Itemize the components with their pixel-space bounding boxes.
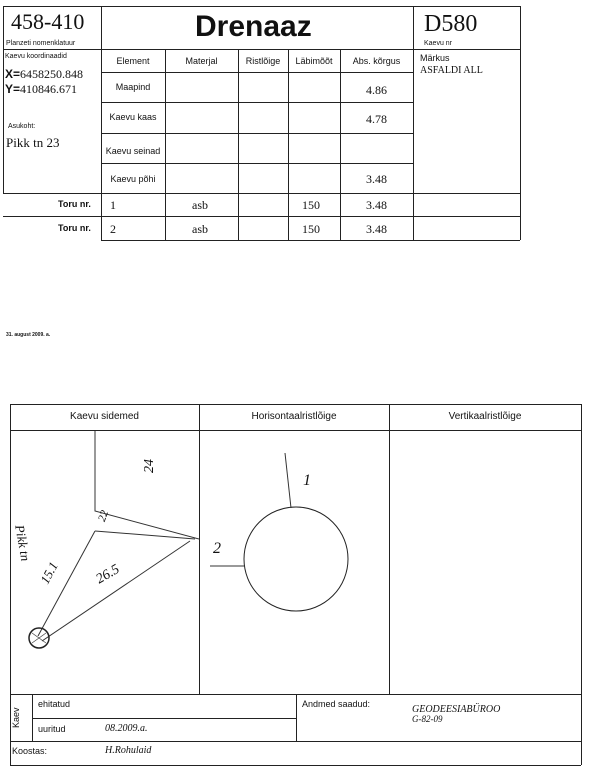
- pipe-abs-height: 3.48: [366, 198, 387, 212]
- pipe-label: Toru nr.: [58, 223, 91, 233]
- x-value: 6458250.848: [20, 67, 84, 81]
- col-header-material: Materjal: [185, 56, 218, 66]
- y-prefix: Y=: [5, 82, 21, 96]
- coordinates-label: Kaevu koordinaadid: [5, 53, 67, 60]
- built-label: ehitatud: [38, 699, 71, 709]
- data-from-code: G-82-09: [412, 714, 443, 724]
- y-value: 410846.671: [20, 82, 78, 96]
- row-abs-height: 4.78: [366, 112, 387, 126]
- pipe-number: 2: [110, 222, 116, 236]
- data-from-label: Andmed saadud:: [302, 699, 371, 709]
- col-title-vertical: Vertikaalristlõige: [448, 411, 522, 422]
- row-element: Maapind: [115, 82, 151, 92]
- pipe-1-label: 1: [303, 472, 311, 489]
- building-number-label: 24: [142, 459, 157, 473]
- row-element: Kaevu kaas: [109, 112, 157, 122]
- col-title-ties: Kaevu sidemed: [70, 411, 139, 422]
- col-title-horizontal: Horisontaalristlõige: [251, 411, 337, 422]
- pipe-diameter: 150: [302, 198, 320, 212]
- col-header-diameter: Läbimõõt: [295, 56, 333, 66]
- data-from-value: GEODEESIABÜROO: [412, 704, 501, 715]
- nomenclature-value: 458-410: [11, 9, 85, 34]
- row-abs-height: 4.86: [366, 83, 387, 97]
- pipe-diameter: 150: [302, 222, 320, 236]
- author-value: H.Rohulaid: [105, 745, 152, 756]
- author-label: Koostas:: [12, 746, 48, 756]
- nomenclature-label: Planzeti nomenklatuur: [6, 40, 76, 47]
- row-abs-height: 3.48: [366, 172, 387, 186]
- pipe-material: asb: [192, 222, 208, 236]
- distance-label-1: 15.1: [36, 559, 61, 587]
- pipe-2-label: 2: [213, 540, 221, 557]
- well-number-label: Kaevu nr: [424, 40, 453, 47]
- col-header-note: Märkus: [420, 53, 450, 63]
- y-coordinate: [5, 82, 77, 97]
- well-number: D580: [424, 11, 478, 37]
- street-label: Pikk tn: [12, 523, 34, 563]
- location-label: Asukoht:: [8, 123, 36, 130]
- note-value: ASFALDI ALL: [420, 65, 483, 76]
- pipe-number: 1: [110, 198, 116, 212]
- surveyed-value: 08.2009.a.: [105, 723, 148, 734]
- col-header-element: Element: [116, 56, 150, 66]
- location-value: Pikk tn 23: [6, 135, 60, 150]
- well-ties-sketch: [10, 431, 199, 694]
- pipe-abs-height: 3.48: [366, 222, 387, 236]
- col-header-cross-section: Ristlõige: [245, 56, 281, 66]
- col-header-abs-height: Abs. kõrgus: [352, 56, 401, 66]
- surveyed-label: uuritud: [38, 724, 66, 734]
- x-prefix: X=: [5, 67, 21, 81]
- horizontal-section-sketch: [200, 431, 389, 694]
- row-element: Kaevu seinad: [105, 146, 161, 156]
- date-stamp: 31. august 2009. a.: [6, 332, 51, 338]
- pipe-label: Toru nr.: [58, 199, 91, 209]
- x-coordinate: [5, 67, 83, 82]
- page-title: Drenaaz: [195, 10, 312, 43]
- pipe-material: asb: [192, 198, 208, 212]
- corner-number-label: 22: [95, 508, 112, 524]
- well-label: Kaev: [11, 707, 21, 728]
- row-element: Kaevu põhi: [110, 174, 156, 184]
- distance-label-2: 26.5: [93, 561, 123, 588]
